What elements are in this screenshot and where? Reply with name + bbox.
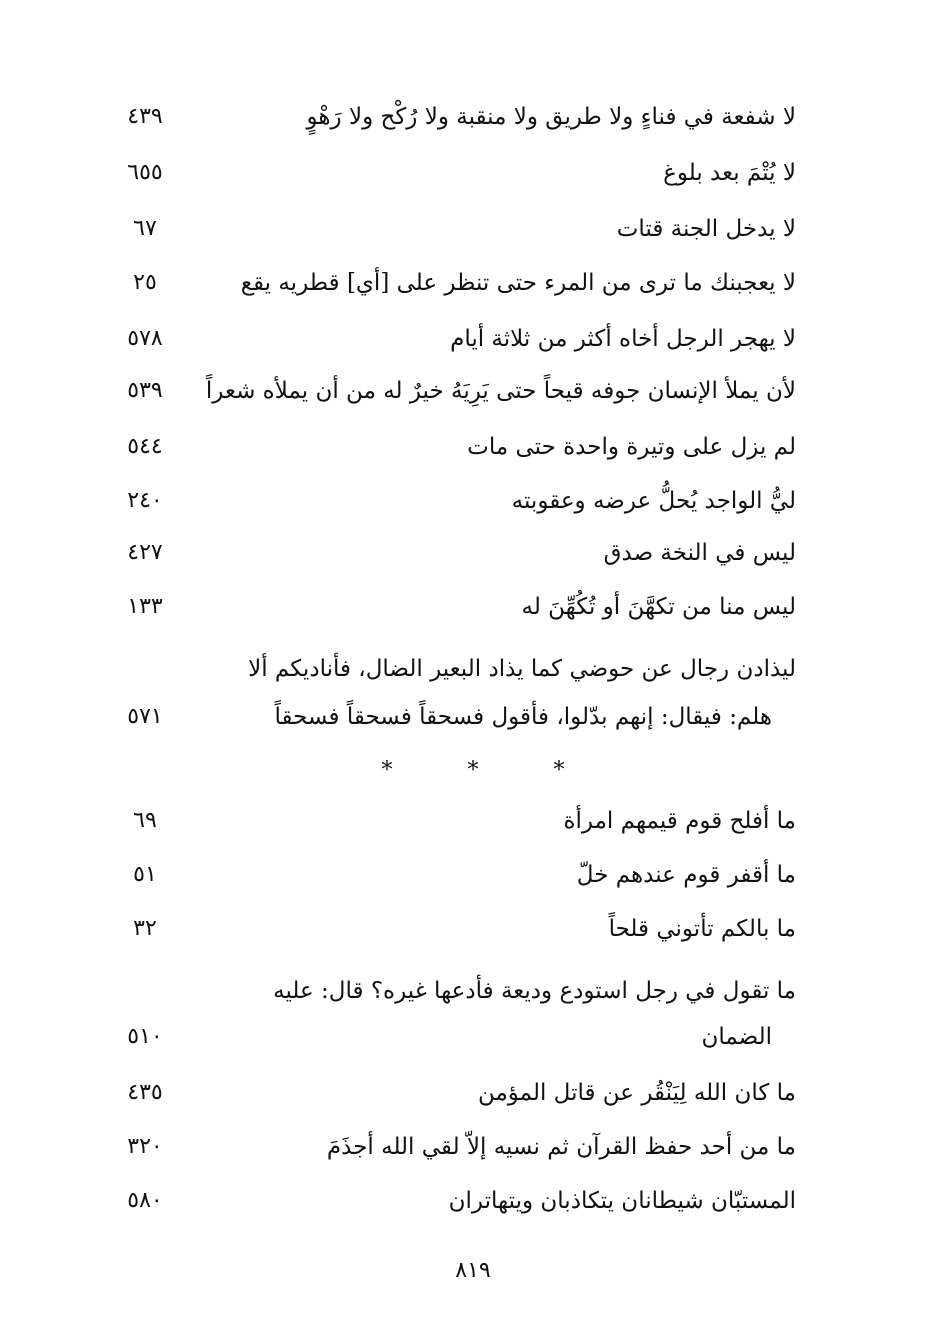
entry-text: ما بالكم تأتوني قلحاً bbox=[608, 916, 796, 942]
entry-page-number: ٣٢٠ bbox=[127, 1134, 163, 1159]
list-item bbox=[110, 264, 796, 302]
entry-page-number: ٤٢٧ bbox=[127, 540, 163, 565]
entry-text: ما أفلح قوم قيمهم امرأة bbox=[563, 808, 796, 834]
entry-page-number: ٤٣٥ bbox=[127, 1080, 163, 1105]
entry-page-number: ٥٧٨ bbox=[127, 326, 163, 351]
list-item bbox=[110, 154, 796, 192]
entry-page-number: ٥١٠ bbox=[127, 1024, 163, 1049]
list-item bbox=[110, 534, 796, 572]
entry-text: ما تقول في رجل استودع وديعة فأدعها غيره؟ قال: عليه bbox=[273, 978, 796, 1004]
entry-page-number: ٦٥٥ bbox=[127, 160, 163, 185]
entry-text: ليس في النخة صدق bbox=[603, 540, 796, 566]
entry-text: لا يدخل الجنة قتات bbox=[616, 216, 796, 242]
entry-page-number: ٦٩ bbox=[133, 808, 157, 833]
entry-text: ما كان الله لِيَنْقُر عن قاتل المؤمن bbox=[477, 1080, 796, 1106]
entry-text: لا يعجبنك ما ترى من المرء حتى تنظر على [أي] قطريه يقع bbox=[240, 270, 796, 296]
list-item bbox=[110, 320, 796, 358]
list-item bbox=[110, 642, 796, 736]
list-item bbox=[110, 856, 796, 894]
entry-text: لا يُتْمَ بعد بلوغ bbox=[663, 160, 796, 186]
entry-text: لا يهجر الرجل أخاه أكثر من ثلاثة أيام bbox=[450, 326, 796, 352]
entry-text: لأن يملأ الإنسان جوفه قيحاً حتى يَرِيَهُ خيرٌ له من أن يملأه شعراً bbox=[205, 378, 796, 404]
entry-text-continuation: هلم: فيقال: إنهم بدّلوا، فأقول فسحقاً فسحقاً فسحقاً bbox=[274, 704, 772, 730]
list-item bbox=[110, 1128, 796, 1166]
list-item bbox=[110, 210, 796, 248]
entry-page-number: ٥٣٩ bbox=[127, 378, 163, 403]
entry-text-continuation: الضمان bbox=[701, 1024, 772, 1050]
list-item bbox=[110, 802, 796, 840]
entry-text: ما أقفر قوم عندهم خلّ bbox=[576, 862, 796, 888]
list-item bbox=[110, 964, 796, 1056]
entry-page-number: ٥١ bbox=[133, 862, 157, 887]
entry-page-number: ٤٣٩ bbox=[127, 104, 163, 129]
list-item bbox=[110, 588, 796, 626]
page-number: ٨١٩ bbox=[455, 1258, 491, 1283]
entry-page-number: ٦٧ bbox=[133, 216, 157, 241]
entry-text: ليس منا من تكهَّنَ أو تُكُهِّنَ له bbox=[521, 594, 796, 620]
list-item bbox=[110, 428, 796, 466]
list-item bbox=[110, 1182, 796, 1220]
list-item bbox=[110, 910, 796, 948]
entry-text: المستبّان شيطانان يتكاذبان ويتهاتران bbox=[448, 1188, 796, 1214]
entry-page-number: ٥٤٤ bbox=[127, 434, 163, 459]
list-item bbox=[110, 482, 796, 520]
entry-page-number: ٢٤٠ bbox=[127, 488, 163, 513]
entry-page-number: ٢٥ bbox=[133, 270, 157, 295]
entry-text: ليذادن رجال عن حوضي كما يذاد البعير الضال، فأناديكم ألا bbox=[248, 656, 796, 682]
section-separator: * * * bbox=[381, 758, 599, 783]
entry-text: ما من أحد حفظ القرآن ثم نسيه إلاّ لقي الله أجذَمَ bbox=[326, 1134, 796, 1160]
entry-page-number: ١٣٣ bbox=[127, 594, 163, 619]
entry-text: لم يزل على وتيرة واحدة حتى مات bbox=[467, 434, 796, 460]
list-item bbox=[110, 98, 796, 136]
list-item bbox=[110, 1074, 796, 1112]
entry-text: لا شفعة في فناءٍ ولا طريق ولا منقبة ولا رُكْح ولا رَهْوٍ bbox=[306, 104, 796, 130]
entry-text: ليُّ الواجد يُحلُّ عرضه وعقوبته bbox=[511, 488, 796, 514]
list-item bbox=[110, 372, 796, 410]
entry-page-number: ٥٧١ bbox=[127, 704, 163, 729]
entry-page-number: ٣٢ bbox=[133, 916, 157, 941]
entry-page-number: ٥٨٠ bbox=[127, 1188, 163, 1213]
